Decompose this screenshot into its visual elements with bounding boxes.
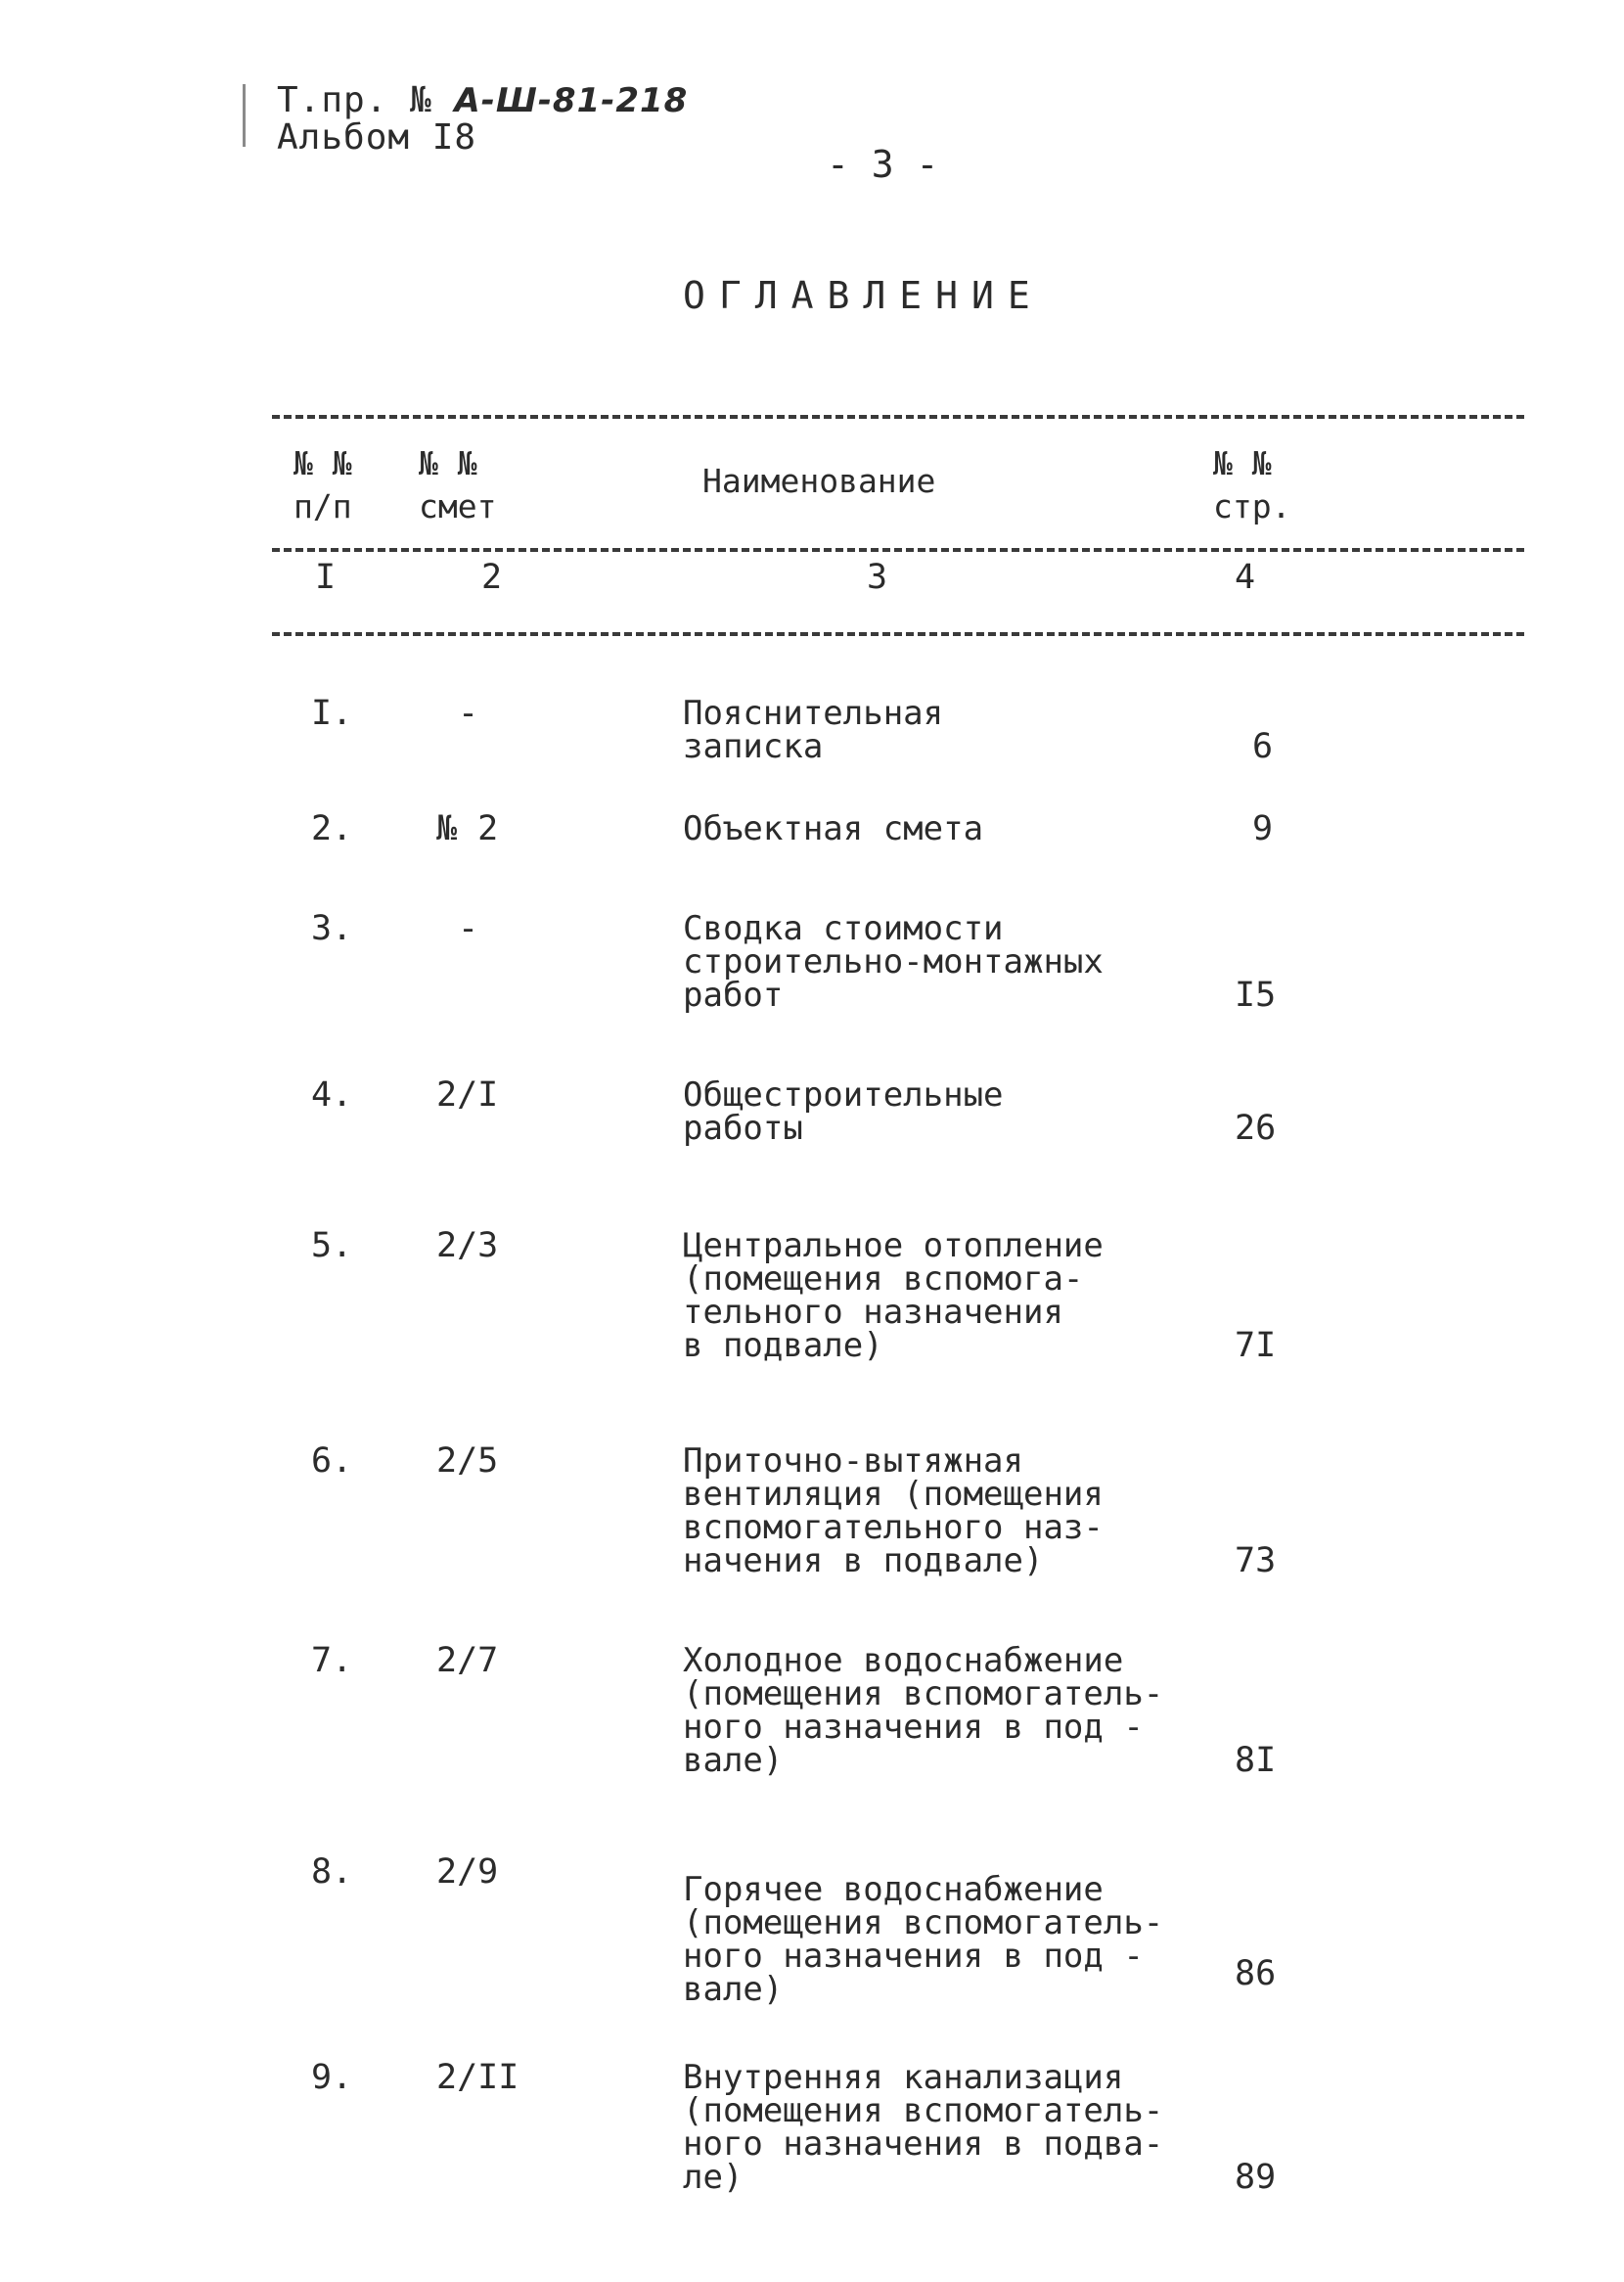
row-page-number: 89: [1235, 2158, 1277, 2197]
row-name: Пояснительная записка: [683, 694, 944, 766]
row-page-number: 7I: [1235, 1326, 1277, 1365]
row-estimate-number: 2/II: [436, 2058, 519, 2097]
row-item-number: 4.: [311, 1075, 353, 1115]
column-header-name: Наименование: [702, 462, 936, 500]
row-page-number: 8I: [1235, 1741, 1277, 1780]
column-number-4: 4: [1235, 558, 1256, 597]
column-number-2: 2: [481, 558, 503, 597]
row-page-number: I5: [1235, 976, 1277, 1015]
page-number: - 3 -: [827, 143, 939, 186]
code-handwritten: А-Ш-81-218: [454, 81, 689, 120]
row-page-number: 86: [1235, 1954, 1277, 1993]
row-item-number: 5.: [311, 1226, 353, 1265]
row-item-number: 6.: [311, 1441, 353, 1481]
row-estimate-number: 2/7: [436, 1641, 499, 1680]
album-label: Альбом I8: [277, 117, 477, 158]
row-estimate-number: 2/5: [436, 1441, 499, 1481]
row-name: Сводка стоимости строительно-монтажных работ: [683, 909, 1104, 1015]
row-estimate-number: -: [458, 694, 479, 733]
row-name: Приточно-вытяжная вентиляция (помещения вспомогательного наз- начения в подвале): [683, 1441, 1104, 1580]
row-name: Общестроительные работы: [683, 1075, 1004, 1148]
column-header-estimate-no: № № смет: [419, 444, 497, 525]
column-number-1: I: [315, 558, 337, 597]
dashed-rule-mid: [272, 548, 1524, 552]
row-page-number: 73: [1235, 1541, 1277, 1580]
column-header-page-no: № № стр.: [1213, 444, 1291, 525]
row-item-number: 3.: [311, 909, 353, 948]
row-name: Холодное водоснабжение (помещения вспомогатель- ного назначения в под - вале): [683, 1641, 1164, 1780]
margin-mark: [243, 84, 246, 147]
row-item-number: 8.: [311, 1852, 353, 1892]
row-page-number: 9: [1252, 809, 1274, 848]
row-name: Горячее водоснабжение (помещения вспомогатель- ного назначения в под - вале): [683, 1870, 1164, 2009]
row-estimate-number: -: [458, 909, 479, 948]
row-estimate-number: 2/9: [436, 1852, 499, 1892]
row-page-number: 6: [1252, 727, 1274, 766]
page-title: ОГЛАВЛЕНИЕ: [683, 274, 1044, 317]
row-item-number: 7.: [311, 1641, 353, 1680]
row-name: Внутренняя канализация (помещения вспомогатель- ного назначения в подва- ле): [683, 2058, 1164, 2197]
document-code: [277, 82, 688, 157]
dashed-rule-bottom: [272, 632, 1524, 636]
dashed-rule-top: [272, 415, 1524, 419]
row-item-number: I.: [311, 694, 353, 733]
code-prefix: Т.пр. №: [277, 80, 455, 120]
row-item-number: 2.: [311, 809, 353, 848]
row-estimate-number: № 2: [436, 809, 499, 848]
row-item-number: 9.: [311, 2058, 353, 2097]
column-number-3: 3: [867, 558, 888, 597]
row-estimate-number: 2/I: [436, 1075, 499, 1115]
column-header-item-no: № № п/п: [293, 444, 352, 525]
row-page-number: 26: [1235, 1109, 1277, 1148]
row-name: Центральное отопление (помещения вспомога- тельного назначения в подвале): [683, 1226, 1104, 1365]
row-name: Объектная смета: [683, 809, 984, 848]
row-estimate-number: 2/3: [436, 1226, 499, 1265]
